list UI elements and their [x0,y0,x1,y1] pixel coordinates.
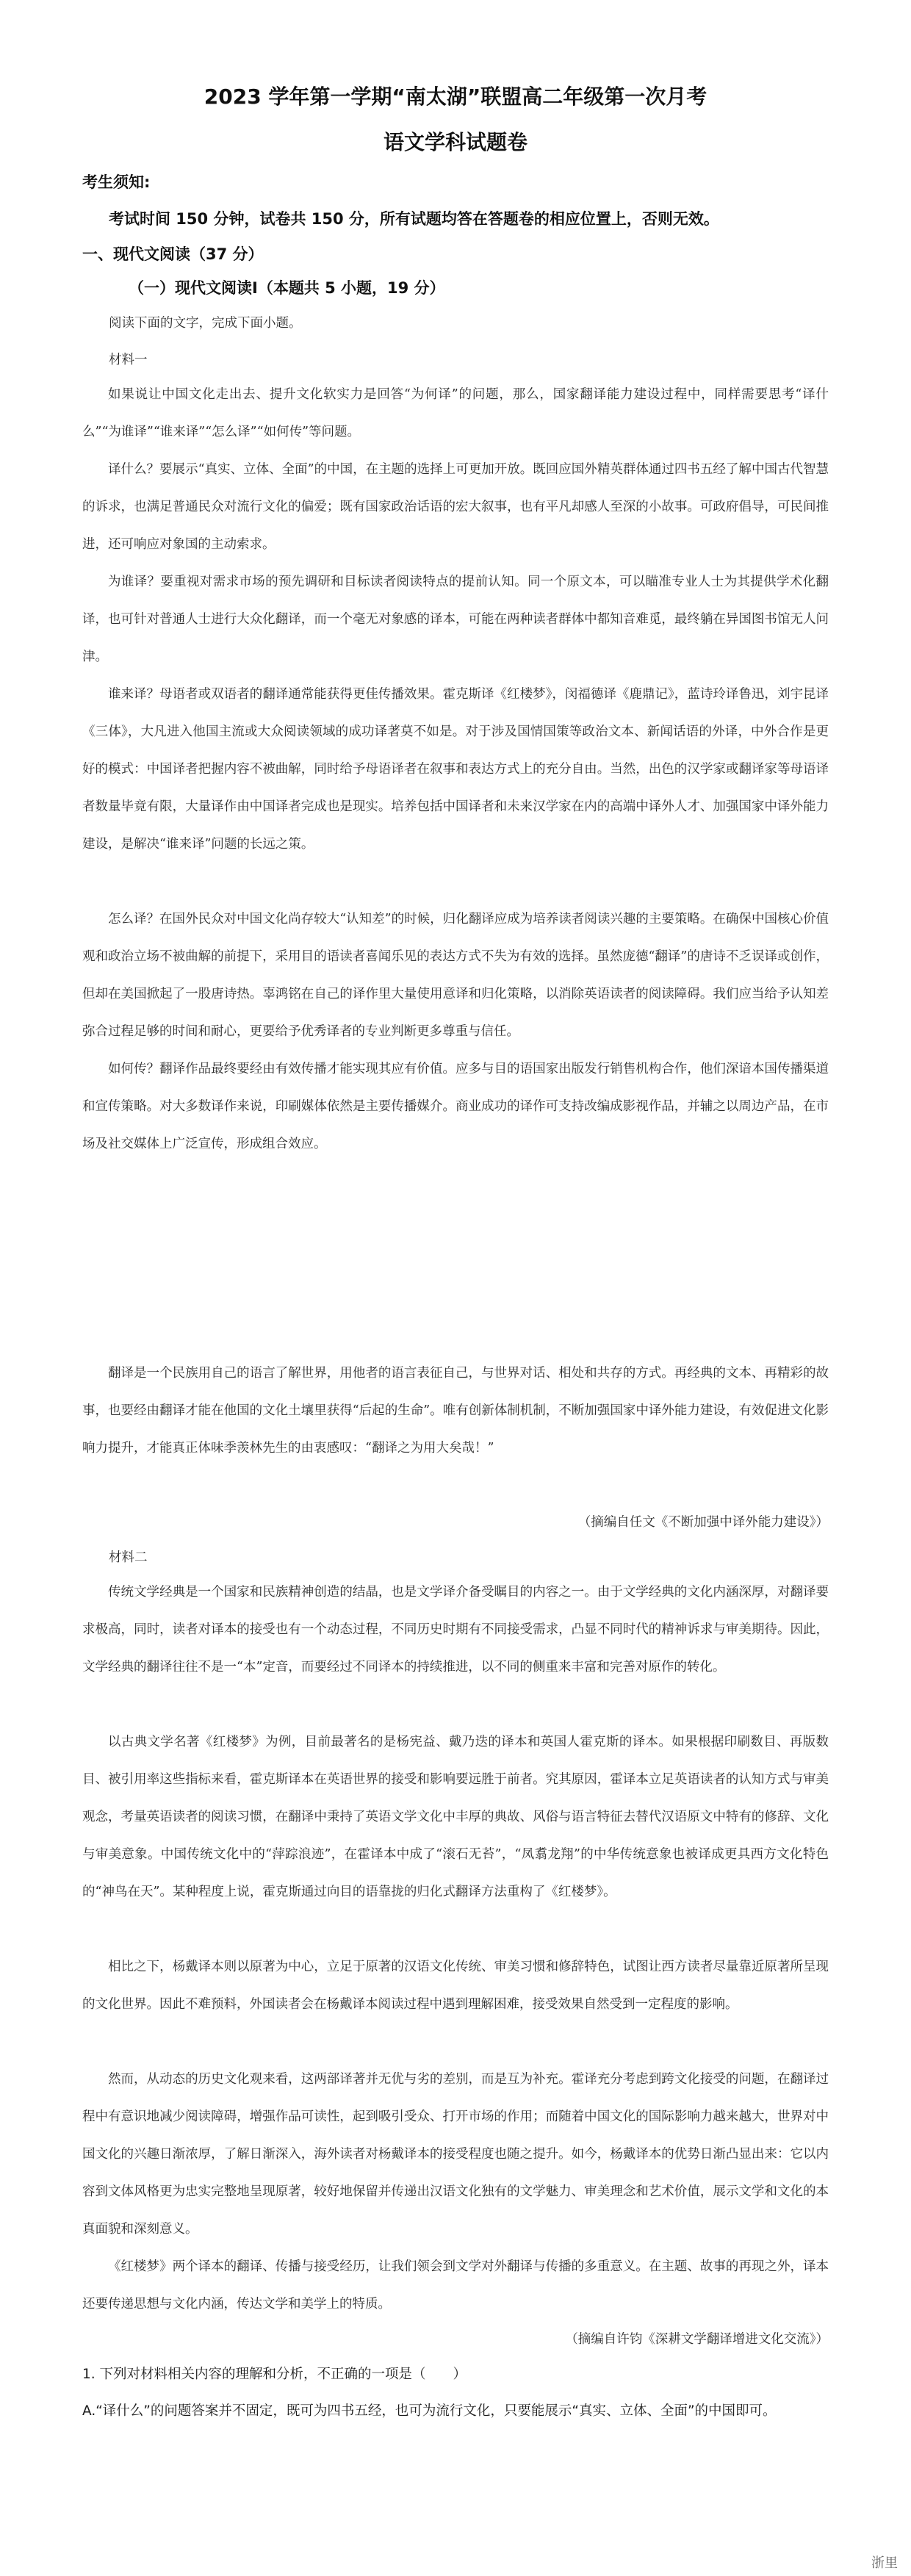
material-2-paragraph: 传统文学经典是一个国家和民族精神创造的结晶，也是文学译介备受瞩目的内容之一。由于文学经典的文化内涵深厚，对翻译要求极高，同时，读者对译本的接受也有一个动态过程，不同历史时期有不同接受需求，凸显不同时代的精神诉求与审美期待。因此，文学经典的翻译往往不是一“本”定音，而要经过不同译本的持续推进，以不同的侧重来丰富和完善对原作的转化。 [82,1585,829,1674]
material-2-paragraph: 然而，从动态的历史文化观来看，这两部译著并无优与劣的差别，而是互为补充。霍译充分考虑到跨文化接受的问题，在翻译过程中有意识地减少阅读障碍，增强作品可读性，起到吸引受众、打开市场的作用；而随着中国文化的国际影响力越来越大，世界对中国文化的兴趣日渐浓厚，了解日渐深入，海外读者对杨戴译本的接受程度也随之提升。如今，杨戴译本的优势日渐凸显出来：它以内容到文体风格更为忠实完整地呈现原著，较好地保留并传递出汉语文化独有的文学魅力、审美理念和艺术价值，展示文学和文化的本真面貌和深刻意义。 [82,2072,829,2237]
watermark: 浙里 [871,2555,898,2571]
material-1-source: （摘编自任文《不断加强中译外能力建设》） [577,1515,829,1530]
material-1-paragraph: 如果说让中国文化走出去、提升文化软实力是回答“为何译”的问题，那么，国家翻译能力建设过程中，同样需要思考“译什么”“为谁译”“谁来译”“怎么译”“如何传”等问题。 [82,387,829,439]
notice-label: 考生须知: [82,173,151,191]
material-2-paragraph: 《红楼梦》两个译本的翻译、传播与接受经历，让我们领会到文学对外翻译与传播的多重意义。在主题、故事的再现之外，译本还要传递思想与文化内涵，传达文学和美学上的特质。 [82,2259,829,2311]
material-2-label: 材料二 [109,1550,148,1565]
material-2-paragraph: 相比之下，杨戴译本则以原著为中心，立足于原著的汉语文化传统、审美习惯和修辞特色，试图让西方读者尽量靠近原著所呈现的文化世界。因此不难预料，外国读者会在杨戴译本阅读过程中遇到理解困难，接受效果自然受到一定程度的影响。 [82,1960,829,2012]
material-1-paragraph: 谁来译？母语者或双语者的翻译通常能获得更佳传播效果。霍克斯译《红楼梦》，闵福德译《鹿鼎记》，蓝诗玲译鲁迅，刘宇昆译《三体》，大凡进入他国主流或大众阅读领域的成功译著莫不如是。对于涉及国情国策等政治文本、新闻话语的外译，中外合作是更好的模式：中国译者把握内容不被曲解，同时给予母语译者在叙事和表达方式上的充分自由。当然，出色的汉学家或翻译家等母语译者数量毕竟有限，大量译作由中国译者完成也是现实。培养包括中国译者和未来汉学家在内的高端中译外人才、加强国家中译外能力建设，是解决“谁来译”问题的长远之策。 [82,687,829,852]
section-heading: 一、现代文阅读（37 分） [82,245,264,263]
reading-instruction: 阅读下面的文字，完成下面小题。 [109,316,302,331]
material-2-paragraph: 以古典文学名著《红楼梦》为例，目前最著名的是杨宪益、戴乃迭的译本和英国人霍克斯的译本。如果根据印刷数目、再版数目、被引用率这些指标来看，霍克斯译本在英语世界的接受和影响要远胜于前者。究其原因，霍译本立足英语读者的认知方式与审美观念，考量英语读者的阅读习惯，在翻译中秉持了英语文学文化中丰厚的典故、风俗与语言特征去替代汉语原文中特有的修辞、文化与审美意象。中国传统文化中的“萍踪浪迹”，在霍译本中成了“滚石无苔”，“凤翥龙翔”的中华传统意象也被译成更具西方文化特色的“神鸟在天”。某种程度上说，霍克斯通过向目的语靠拢的归化式翻译方法重构了《红楼梦》。 [82,1735,829,1899]
material-1-paragraph: 为谁译？要重视对需求市场的预先调研和目标读者阅读特点的提前认知。同一个原文本，可以瞄准专业人士为其提供学术化翻译，也可针对普通人士进行大众化翻译，而一个毫无对象感的译本，可能在两种读者群体中都知音难觅，最终躺在异国图书馆无人问津。 [82,575,829,664]
exam-title: 2023 学年第一学期“南太湖”联盟高二年级第一次月考 [204,84,707,109]
material-1-paragraph: 译什么？要展示“真实、立体、全面”的中国，在主题的选择上可更加开放。既回应国外精英群体通过四书五经了解中国古代智慧的诉求，也满足普通民众对流行文化的偏爱；既有国家政治话语的宏大叙事，也有平凡却感人至深的小故事。可政府倡导，可民间推进，还可响应对象国的主动索求。 [82,462,829,552]
question-1-option-a: A.“译什么”的问题答案并不固定，既可为四书五经，也可为流行文化，只要能展示“真实、立体、全面”的中国即可。 [82,2403,777,2419]
material-1-paragraph: 如何传？翻译作品最终要经由有效传播才能实现其应有价值。应多与目的语国家出版发行销售机构合作，他们深谙本国传播渠道和宣传策略。对大多数译作来说，印刷媒体依然是主要传播媒介。商业成功的译作可支持改编成影视作品，并辅之以周边产品，在市场及社交媒体上广泛宣传，形成组合效应。 [82,1062,829,1151]
sub-section-heading: （一）现代文阅读Ⅰ（本题共 5 小题，19 分） [129,279,445,297]
material-2-source: （摘编自许钧《深耕文学翻译增进文化交流》） [565,2332,829,2347]
exam-subtitle: 语文学科试题卷 [383,130,527,154]
material-1-paragraph: 怎么译？在国外民众对中国文化尚存较大“认知差”的时候，归化翻译应成为培养读者阅读兴趣的主要策略。在确保中国核心价值观和政治立场不被曲解的前提下，采用目的语读者喜闻乐见的表达方式不失为有效的选择。虽然庞德“翻译”的唐诗不乏误译或创作，但却在美国掀起了一股唐诗热。辜鸿铭在自己的译作里大量使用意译和归化策略，以消除英语读者的阅读障碍。我们应当给予认知差弥合过程足够的时间和耐心，更要给予优秀译者的专业判断更多尊重与信任。 [82,912,829,1039]
question-1-stem: 1. 下列对材料相关内容的理解和分析，不正确的一项是（ ） [82,2367,467,2382]
material-1-label: 材料一 [109,353,148,367]
material-1-paragraph: 翻译是一个民族用自己的语言了解世界，用他者的语言表征自己，与世界对话、相处和共存的方式。再经典的文本、再精彩的故事，也要经由翻译才能在他国的文化土壤里获得“后起的生命”。唯有创新体制机制，不断加强国家中译外能力建设，有效促进文化影响力提升，才能真正体味季羡林先生的由衷感叹：“翻译之为用大矣哉！” [82,1366,829,1456]
notice-text: 考试时间 150 分钟，试卷共 150 分，所有试题均答在答题卷的相应位置上，否则无效。 [109,210,719,228]
